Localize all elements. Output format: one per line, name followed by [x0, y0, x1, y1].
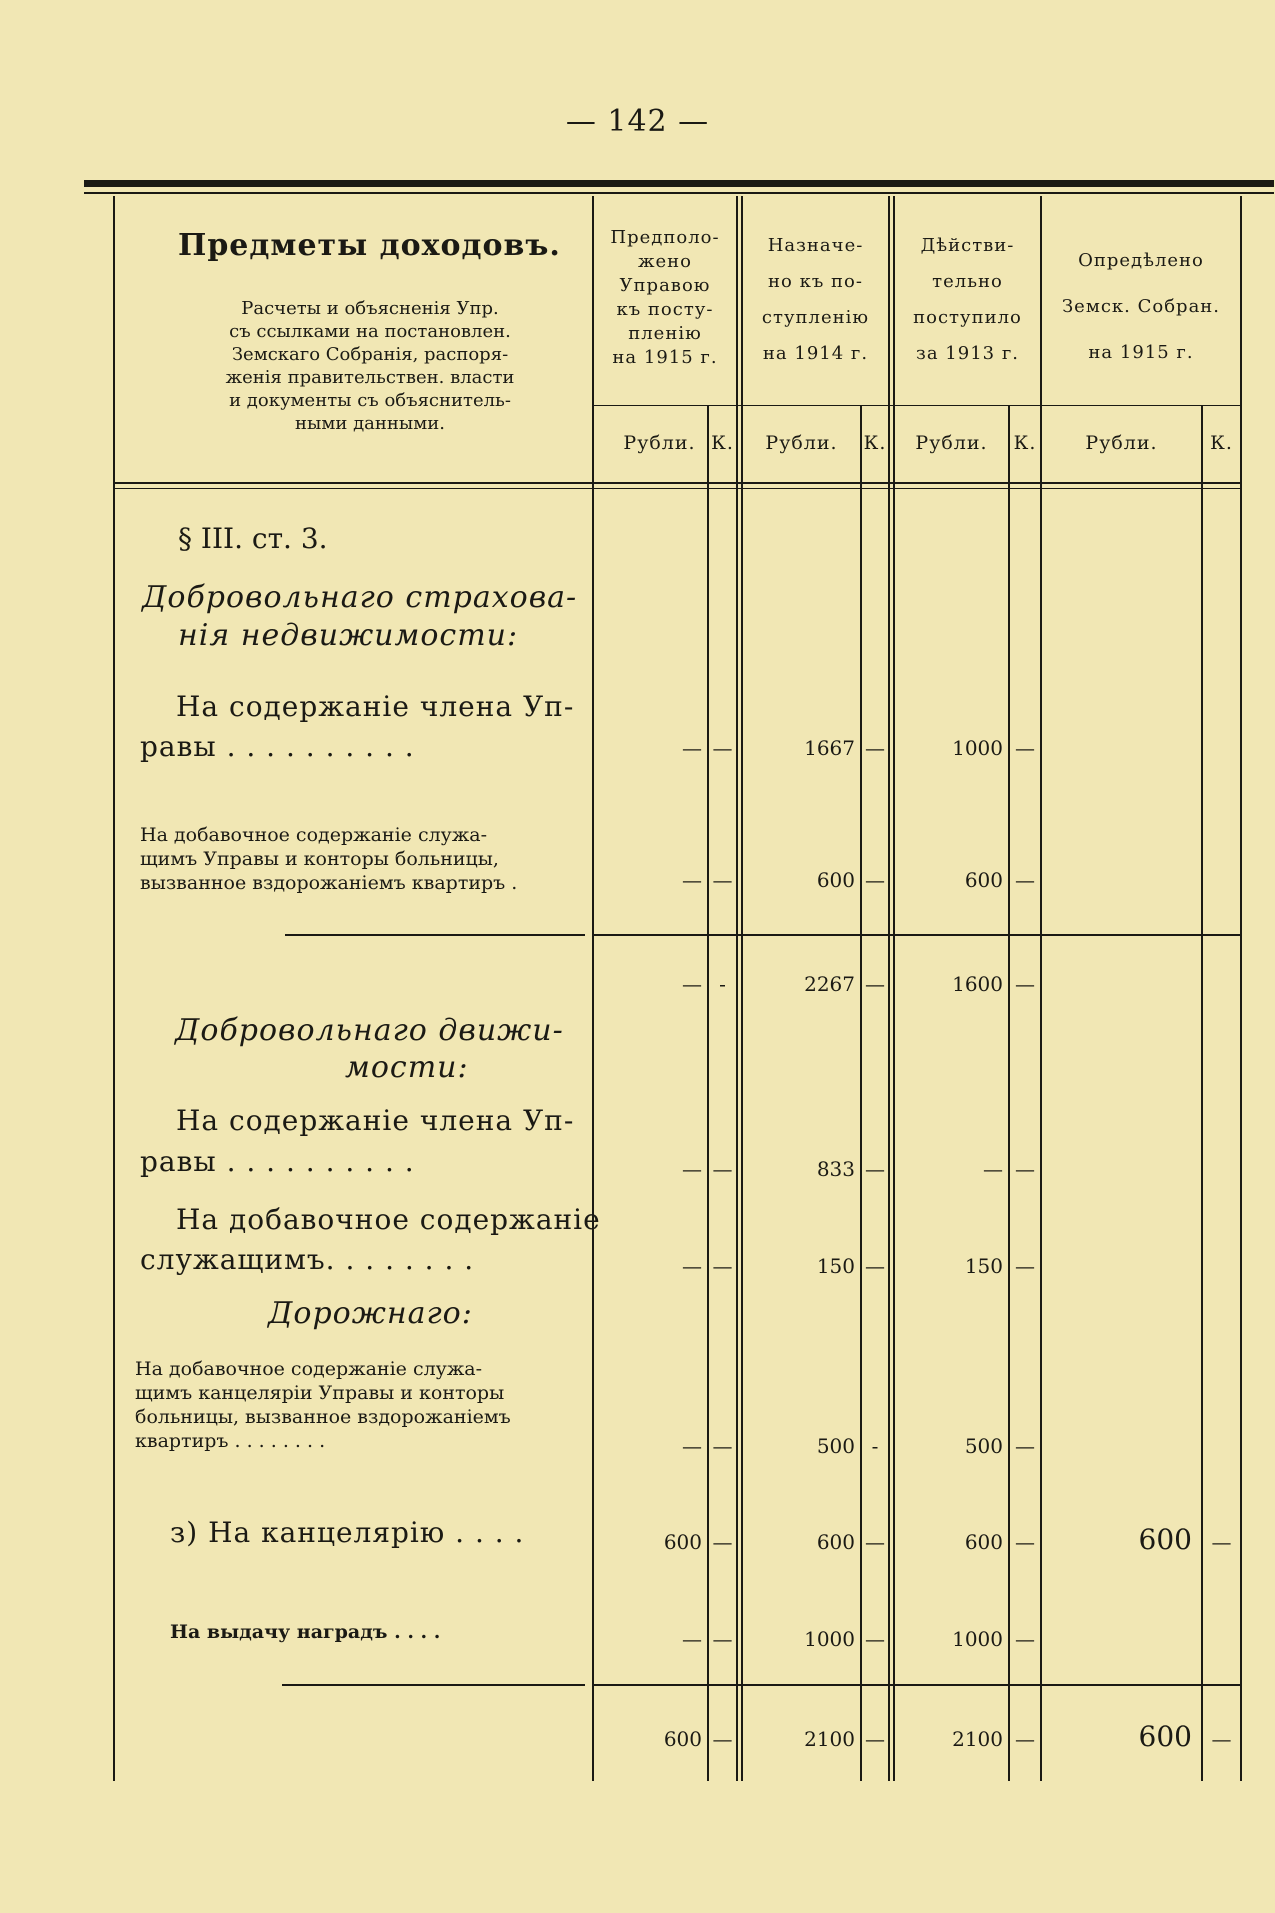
cell-total-ak: — [712, 1727, 733, 1751]
cell-r1-b: 1667 [804, 736, 855, 760]
subtotal-rule [285, 934, 585, 936]
group-heading: Добровольнаго страхова- [142, 580, 578, 615]
cell-r7-ck: — [1015, 1627, 1035, 1651]
cell-r7-ak: — [712, 1627, 733, 1651]
cell-r5-ck: — [1015, 1434, 1035, 1458]
cell-r7-bk: — [865, 1627, 885, 1651]
header-bottom-rule [113, 488, 1240, 489]
col-header-1915-determined: Опредѣлено Земск. Собран. на 1915 г. [1061, 250, 1221, 363]
col-divider [888, 196, 890, 1781]
top-rule-thin [84, 192, 1274, 194]
group-heading: Дорожнаго: [268, 1296, 473, 1331]
item-label: служащимъ. . . . . . . . [140, 1243, 475, 1276]
unit-kop: К. [1210, 432, 1233, 454]
cell-r6-ak: — [712, 1530, 733, 1554]
cell-r5-c: 500 [964, 1434, 1003, 1458]
unit-rub: Рубли. [1085, 432, 1158, 454]
cell-s1-ak: - [719, 972, 726, 996]
col-header-1914-assigned: Назначе- но къ по- ступленію на 1914 г. [761, 235, 870, 364]
cell-r1-ck: — [1015, 736, 1035, 760]
cell-r3-a: — [682, 1157, 702, 1181]
cell-r6-dk: — [1211, 1530, 1232, 1554]
table-left-border [113, 196, 115, 1781]
cell-r6-c: 600 [964, 1530, 1003, 1554]
cell-s1-bk: — [865, 972, 885, 996]
cell-r4-c: 150 [964, 1254, 1003, 1278]
col-divider [707, 405, 709, 1781]
table-right-border [1240, 196, 1242, 1781]
cell-r7-b: 1000 [804, 1627, 855, 1651]
cell-r2-b: 600 [816, 868, 855, 892]
cell-total-ck: — [1015, 1727, 1035, 1751]
cell-total-bk: — [865, 1727, 885, 1751]
cell-r7-c: 1000 [952, 1627, 1003, 1651]
item-label: На добавочное содержаніе служа- щимъ Управы и конторы больницы, вызванное вздорожаніемъ квартиръ . [140, 824, 518, 894]
cell-r6-b: 600 [816, 1530, 855, 1554]
header-bottom-rule [113, 482, 1240, 484]
cell-r1-c: 1000 [952, 736, 1003, 760]
header-unit-rule [592, 405, 1240, 406]
col-divider [1201, 405, 1203, 1781]
cell-r4-bk: — [865, 1254, 885, 1278]
cell-r4-ck: — [1015, 1254, 1035, 1278]
cell-r6-d: 600 [1138, 1523, 1192, 1556]
cell-r6-a: 600 [663, 1530, 702, 1554]
cell-r6-bk: — [865, 1530, 885, 1554]
cell-r5-ak: — [712, 1434, 733, 1458]
cell-s1-a: — [682, 972, 702, 996]
item-label: На добавочное содержаніе служа- щимъ канцеляріи Управы и конторы больницы, вызванное вздорожаніемъ квартиръ . . . . . . . . [135, 1358, 511, 1452]
unit-rub: Рубли. [915, 432, 988, 454]
page-number: — 142 — [565, 104, 710, 139]
cell-r4-a: — [682, 1254, 702, 1278]
cell-r5-bk: - [871, 1434, 879, 1458]
cell-r4-ak: — [712, 1254, 733, 1278]
cell-r5-a: — [682, 1434, 702, 1458]
item-label: равы . . . . . . . . . . [140, 1145, 415, 1178]
cell-r3-ak: — [712, 1157, 733, 1181]
unit-kop: К. [711, 432, 734, 454]
cell-total-dk: — [1211, 1727, 1232, 1751]
col-header-1915-proposed: Предполо- жено Управою къ посту- пленію на 1915 г. [610, 227, 720, 368]
cell-r3-bk: — [865, 1157, 885, 1181]
cell-r6-ck: — [1015, 1530, 1035, 1554]
cell-total-a: 600 [663, 1727, 702, 1751]
subtotal-rule [592, 934, 1240, 936]
col-divider [736, 196, 738, 1781]
cell-r7-a: — [682, 1627, 702, 1651]
cell-r2-a: — [682, 868, 702, 892]
unit-kop: К. [1013, 432, 1037, 454]
cell-s1-c: 1600 [952, 972, 1003, 996]
cell-r2-c: 600 [964, 868, 1003, 892]
top-rule-thick [84, 180, 1274, 187]
cell-r1-ak: — [712, 736, 733, 760]
cell-total-c: 2100 [952, 1727, 1003, 1751]
cell-r2-ck: — [1015, 868, 1035, 892]
cell-total-d: 600 [1138, 1720, 1192, 1753]
cell-r2-bk: — [865, 868, 885, 892]
group-heading: нія недвижимости: [178, 618, 519, 653]
cell-s1-ck: — [1015, 972, 1035, 996]
unit-kop: К. [863, 432, 887, 454]
cell-total-b: 2100 [804, 1727, 855, 1751]
cell-r1-bk: — [865, 736, 885, 760]
item-label: На содержаніе члена Уп- [176, 1104, 575, 1137]
unit-rub: Рубли. [623, 432, 696, 454]
cell-r5-b: 500 [816, 1434, 855, 1458]
col-divider [860, 405, 862, 1781]
col-header-1913-actual: Дѣйстви- тельно поступило за 1913 г. [913, 235, 1022, 364]
unit-rub: Рубли. [765, 432, 838, 454]
section-heading: § III. ст. 3. [178, 522, 328, 555]
cell-r3-ck: — [1015, 1157, 1035, 1181]
item-label: На содержаніе члена Уп- [176, 690, 575, 723]
cell-r1-a: — [682, 736, 702, 760]
group-heading: мости: [345, 1050, 469, 1085]
table-subtitle: Расчеты и объясненія Упр. съ ссылками на постановлен. Земскаго Собранія, распоря- женія правительствен. власти и документы съ объяснитель- ными данными. [225, 298, 515, 434]
group-heading: Добровольнаго движи- [175, 1013, 564, 1048]
cell-s1-b: 2267 [804, 972, 855, 996]
item-label: з) На канцелярію . . . . [170, 1516, 525, 1549]
cell-r2-ak: — [712, 868, 733, 892]
cell-r4-b: 150 [816, 1254, 855, 1278]
item-label: На выдачу наградъ . . . . [170, 1621, 441, 1643]
col-divider [592, 196, 594, 1781]
item-label: На добавочное содержаніе [176, 1203, 601, 1236]
total-rule [592, 1684, 1240, 1686]
cell-r3-c: — [983, 1157, 1003, 1181]
col-divider [1008, 405, 1010, 1781]
total-rule [282, 1684, 585, 1686]
table-title: Предметы доходовъ. [178, 228, 561, 263]
item-label: равы . . . . . . . . . . [140, 730, 415, 763]
cell-r3-b: 833 [816, 1157, 855, 1181]
